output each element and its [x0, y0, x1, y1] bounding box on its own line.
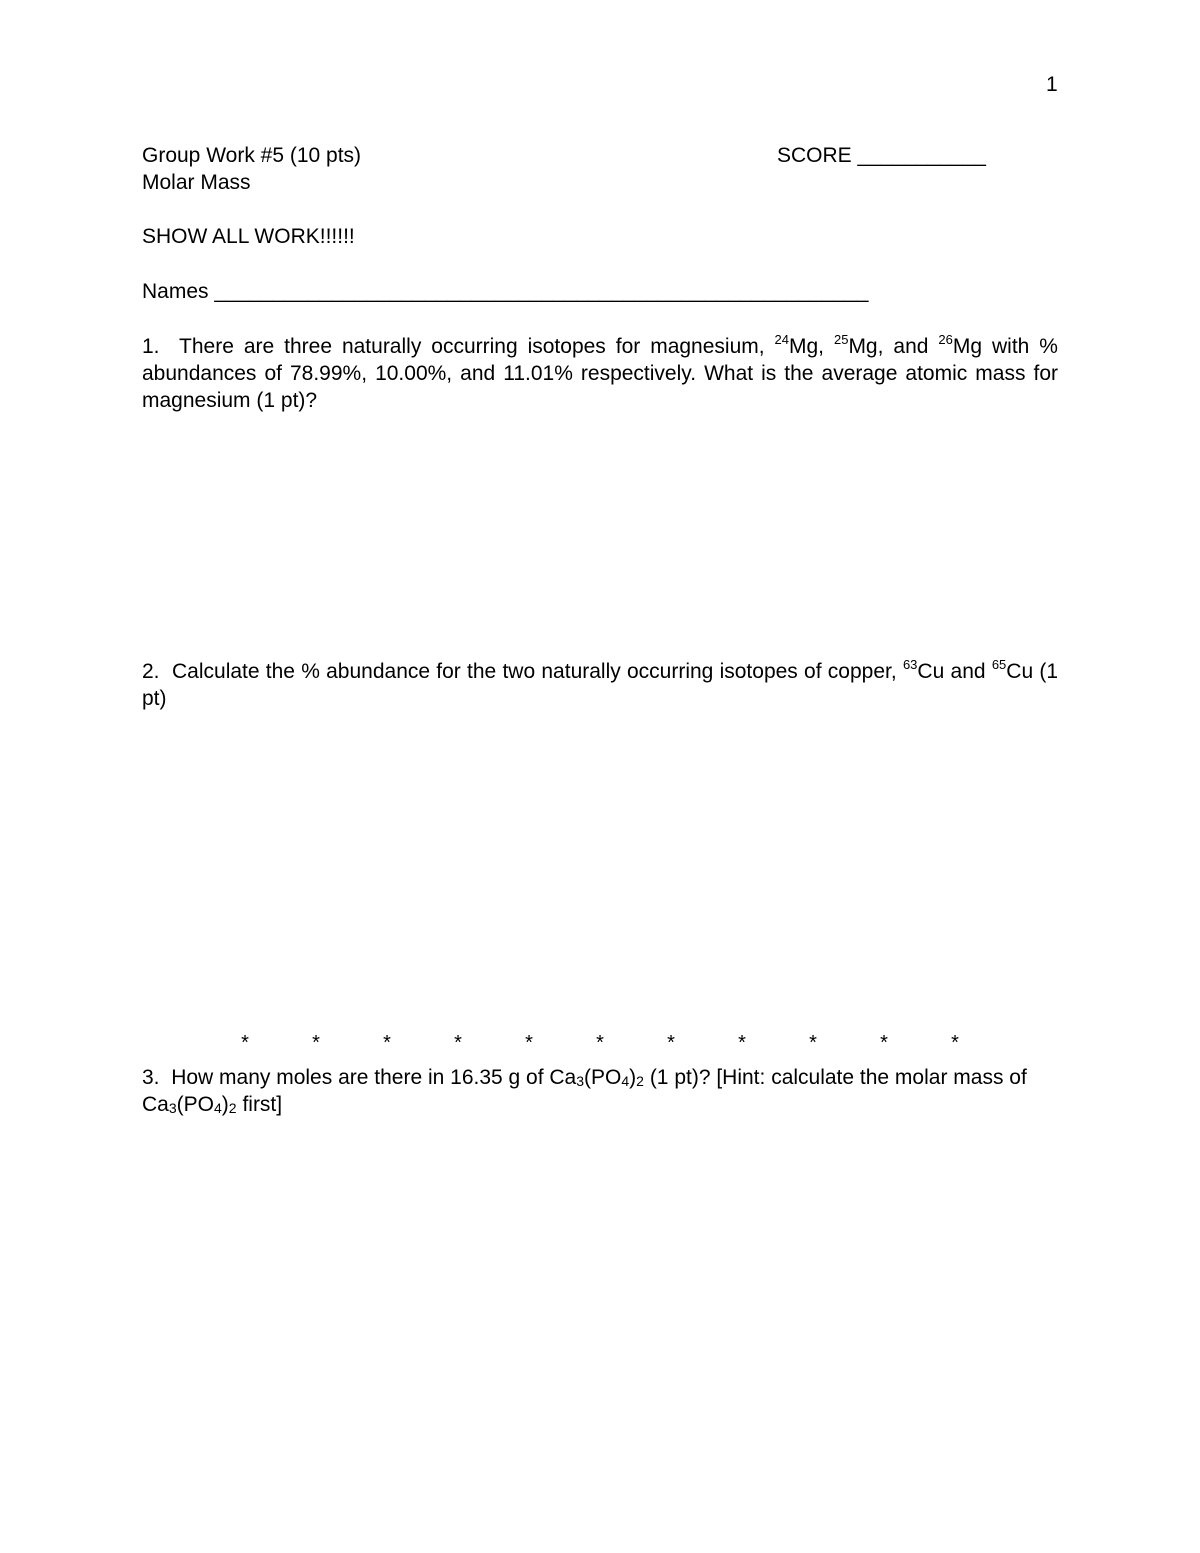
question-text: (PO [176, 1093, 214, 1116]
isotope-mass: 25 [833, 332, 849, 347]
instruction-text: SHOW ALL WORK!!!!!! [142, 225, 355, 248]
question-number: 2. [142, 660, 160, 683]
question-3 [142, 1064, 1058, 1118]
question-text: (1 pt)? [Hint: calculate the molar mass of Ca [142, 1066, 1027, 1116]
question-text: with % abundances of 78.99%, 10.00%, and 11.01% respectively. What is the average atomic mass for magnesium (1 pt)? [142, 335, 1058, 412]
separator-star: * [525, 1032, 533, 1054]
separator-star: * [241, 1032, 249, 1054]
section-separator [210, 1032, 990, 1055]
question-text: ) [629, 1066, 637, 1089]
separator-star: * [312, 1032, 320, 1054]
question-text: (PO [584, 1066, 622, 1089]
separator-star: * [951, 1032, 959, 1054]
separator-star: * [738, 1032, 746, 1054]
separator-star: * [809, 1032, 817, 1054]
isotope-symbol: Mg, and [848, 335, 929, 358]
separator-star: * [383, 1032, 391, 1054]
separator-star: * [667, 1032, 675, 1054]
isotope-mass: 26 [938, 332, 953, 347]
chem-subscript: 4 [214, 1100, 222, 1116]
chem-subscript: 2 [636, 1073, 644, 1089]
separator-star: * [454, 1032, 462, 1054]
isotope-symbol: Mg, [789, 335, 825, 358]
worksheet-subtitle: Molar Mass [142, 171, 251, 194]
isotope-mass: 63 [902, 657, 918, 672]
question-1 [142, 333, 1058, 414]
isotope-mass: 65 [991, 657, 1007, 672]
chem-subscript: 4 [621, 1073, 630, 1089]
worksheet-title: Group Work #5 (10 pts) [142, 144, 362, 167]
names-field: Names ________________________________________________________ [142, 280, 869, 303]
question-text: How many moles are there in 16.35 g of Ca [171, 1066, 577, 1089]
chem-subscript: 2 [228, 1100, 237, 1116]
question-number: 3. [142, 1066, 160, 1089]
question-2 [142, 658, 1058, 712]
chem-subscript: 3 [576, 1073, 585, 1089]
separator-star: * [596, 1032, 604, 1054]
question-text: first] [242, 1093, 283, 1116]
chem-subscript: 3 [168, 1100, 177, 1116]
question-number: 1. [142, 335, 160, 358]
isotope-symbol: Cu [917, 660, 945, 683]
page-number: 1 [1046, 73, 1058, 96]
question-text: There are three naturally occurring isotopes for magnesium, [179, 335, 765, 358]
score-field: SCORE ___________ [777, 144, 986, 167]
question-text: ) [221, 1093, 229, 1116]
question-text: Calculate the % abundance for the two naturally occurring isotopes of copper, [172, 660, 897, 683]
isotope-symbol: Mg [952, 335, 983, 358]
isotope-symbol: Cu (1 pt) [142, 660, 1059, 710]
question-text: and [950, 660, 986, 683]
isotope-mass: 24 [774, 332, 789, 347]
separator-star: * [880, 1032, 888, 1054]
